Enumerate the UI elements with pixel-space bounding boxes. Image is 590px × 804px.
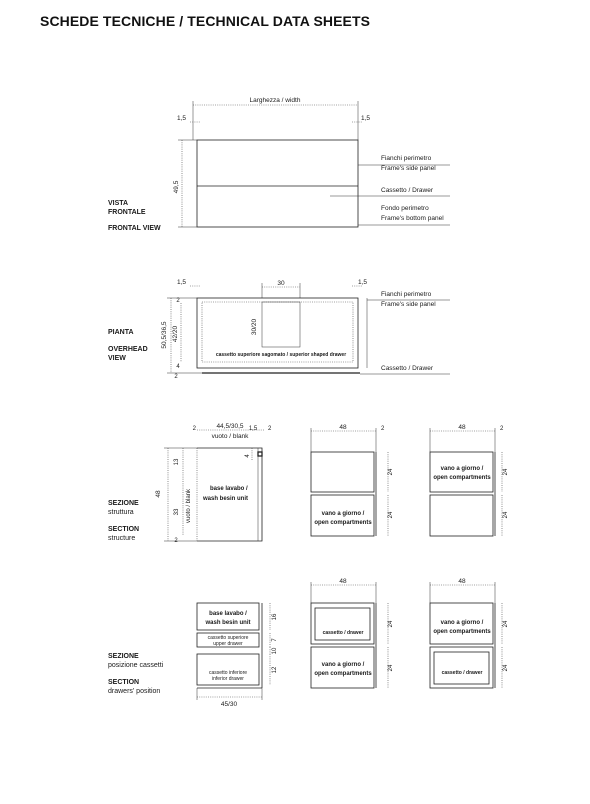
ssm-text-1: vano a giorno / [321,511,365,517]
sdl-upper-1: cassetto superiore [207,635,249,641]
ssl-dim-2-left: 2 [192,426,196,432]
sdr-h24a: 24 [503,620,509,628]
ssm-top-dim: 48 [339,424,347,431]
sdr-lower-box [430,647,493,688]
frontal-view [173,97,450,227]
callout-side-panel-en: Frame's side panel [381,165,436,172]
sdm-top-dim: 48 [339,578,347,585]
sdr-open-1: vano a giorno / [440,620,484,626]
oh-inner-dim: 30/20 [251,318,258,336]
oh-callout-side-it: Fianchi perimetro [381,291,432,298]
ssl-h2: 2 [174,538,178,544]
sdm-open-1: vano a giorno / [321,662,365,668]
callout-drawer: Cassetto / Drawer [381,187,434,194]
side-dim-right: 1,5 [361,115,371,122]
ssl-dim-15: 1,5 [248,426,258,432]
sdm-upper-box [311,603,374,644]
sdl-h10: 10 [272,647,278,655]
oh-callout-drawer: Cassetto / Drawer [381,365,434,372]
label-sezione-1: SEZIONE [108,500,139,507]
ssr-upper-box [430,452,493,492]
sdr-open-2: open compartments [433,629,491,635]
sdr-drawer [434,652,489,684]
sdl-h16: 16 [272,613,278,621]
ssm-h24b: 24 [388,511,394,519]
ssl-rail [258,452,262,456]
sdm-open-2: open compartments [314,671,372,677]
side-dim-left: 1,5 [176,115,186,122]
sdm-h24b: 24 [388,664,394,672]
sdl-upper-2: upper drawer [213,641,243,647]
section-structure-left [155,423,272,544]
label-view: VIEW [108,355,126,362]
ssr-lower-box [430,495,493,536]
sdr-top-dim: 48 [458,578,466,585]
sdl-bottom-dim: 45/30 [220,701,238,708]
page-title: SCHEDE TECNICHE / TECHNICAL DATA SHEETS [40,13,371,29]
ssl-dim-2-right: 2 [268,426,272,432]
ssl-text-2: wash besin unit [203,496,249,502]
overhead-view [161,279,450,380]
sdm-h24a: 24 [388,620,394,628]
ssl-outline [197,448,262,541]
label-struttura: struttura [108,509,134,516]
ssr-text-1: vano a giorno / [440,466,484,472]
ssl-h48: 48 [155,490,162,498]
section-structure-right [430,424,509,536]
label-overhead: OVERHEAD [108,346,148,353]
callout-side-panel-it: Fianchi perimetro [381,155,432,162]
oh-dim-4: 4 [176,364,180,370]
section-drawers-middle [311,578,394,688]
label-frontal-view: FRONTAL VIEW [108,225,161,232]
sdl-lower-1: cassetto inferiore [208,670,248,676]
oh-top-dim: 30 [277,280,285,287]
height-dim: 49,5 [173,180,180,194]
ssl-h13: 13 [174,458,180,466]
sdm-drawer-label: cassetto / drawer [322,630,364,636]
oh-side-right: 1,5 [358,279,368,286]
ssr-text-2: open compartments [433,475,491,481]
frontal-cabinet [197,140,358,227]
ssr-h24b: 24 [503,511,509,519]
label-frontale: FRONTALE [108,209,146,216]
ssm-h24a: 24 [388,468,394,476]
ssm-text-2: open compartments [314,520,372,526]
ssl-h4: 4 [245,454,251,458]
label-vista: VISTA [108,200,129,207]
label-section-1: SECTION [108,526,140,533]
width-label: Larghezza / width [249,97,301,104]
ssm-upper-box [311,452,374,492]
oh-drawer-note: cassetto superiore sagomato / superior shaped drawer [215,352,347,358]
sdl-h12: 12 [272,666,278,674]
label-posizione-cassetti: posizione cassetti [108,662,164,669]
ssr-top-dim: 48 [458,424,466,431]
sdl-h7: 7 [272,638,278,642]
sdl-basin-2: wash besin unit [205,620,251,626]
oh-dim-2-bottom: 2 [174,374,178,380]
oh-callout-side-en: Frame's side panel [381,301,436,308]
ssl-text-1: base lavabo / [210,486,248,492]
label-sezione-2: SEZIONE [108,653,139,660]
label-section-2: SECTION [108,679,140,686]
label-pianta: PIANTA [108,329,134,336]
callout-bottom-panel-it: Fondo perimetro [381,205,429,212]
sdl-lower-2: inferior drawer [212,676,244,682]
label-structure: structure [108,535,136,542]
oh-depth-total: 50,5/36,5 [161,321,168,349]
ssm-dim-2: 2 [381,426,385,432]
oh-depth-inner: 42/20 [172,325,179,343]
ssr-dim-2: 2 [500,426,504,432]
ssr-h24a: 24 [503,468,509,476]
section-drawers-left [197,603,278,708]
sdr-h24b: 24 [503,664,509,672]
ssl-top-dim-label: vuoto / blank [211,433,249,440]
sdr-drawer-label: cassetto / drawer [441,670,483,676]
oh-dim-2-top: 2 [176,298,180,304]
section-structure-middle [311,424,394,536]
ssl-top-dim: 44,5/30,5 [216,423,244,430]
ssl-h33: 33 [174,508,180,516]
section-drawers-right [430,578,509,688]
label-drawers-position: drawers' position [108,688,161,695]
oh-basin-cutout [262,302,300,347]
sdl-basin-1: base lavabo / [209,611,247,617]
callout-bottom-panel-en: Frame's bottom panel [381,215,444,222]
ssl-void-label: vuoto / blank [186,488,192,524]
oh-side-left: 1,5 [176,279,186,286]
